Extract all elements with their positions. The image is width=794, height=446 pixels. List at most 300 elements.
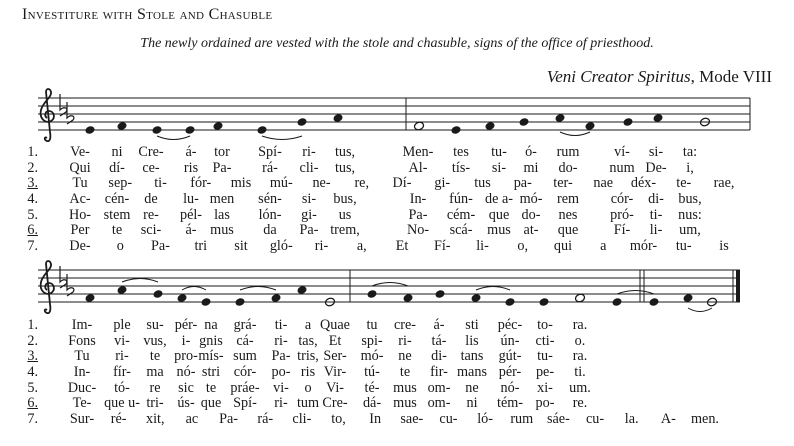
note-head [234,297,245,307]
lyric-syllable: om- [427,379,451,396]
lyric-syllable: stem [103,206,131,223]
lyric-syllable: tu- [537,348,553,365]
verse-line [14,381,794,397]
lyric-syllable: na [204,317,218,333]
slur [122,279,158,283]
lyric-syllable: a, [356,238,367,255]
final-barline-thick [736,270,740,302]
lyric-syllable: fún- [449,191,473,208]
verse-number: 4. [27,364,38,381]
lyric-syllable: Qui [69,159,91,176]
lyric-syllable: ús- [177,395,195,412]
lyric-syllable: á- [185,144,197,160]
lyric-syllable: Per [70,222,90,239]
lyric-syllable: Spí- [233,395,257,412]
verse-line [14,239,794,255]
lyric-syllable: lu- [183,191,199,208]
note-head [652,113,663,123]
lyric-syllable: In- [409,191,427,208]
lyric-syllable: re, [354,175,370,192]
lyric-syllable: li- [649,222,663,239]
note-head [574,293,585,303]
lyric-syllable: Tu [72,175,88,192]
lyric-syllable: Fons [68,332,96,349]
lyric-syllable: o. [574,332,586,349]
lyric-syllable: pél- [179,206,203,223]
lyric-syllable: mus [393,395,417,412]
lyric-syllable: qui [553,238,573,255]
lyric-syllable: mi [523,159,539,176]
verse-number: 3. [27,348,38,365]
lyric-syllable: práe- [230,379,260,396]
verse-line [14,161,794,177]
lyric-syllable: Pa- [408,206,428,223]
lyric-syllable: nus: [678,206,702,223]
lyric-syllable: po- [271,364,291,381]
lyric-syllable: tém- [497,395,523,412]
verse-line [14,396,794,412]
note-head [151,125,162,135]
slur [372,283,408,287]
lyric-syllable: re- [143,206,159,223]
lyric-syllable: rem [556,191,580,208]
note-head [504,297,515,307]
lyric-syllable: um. [569,379,591,396]
note-head [176,293,187,303]
lyric-syllable: at- [523,222,539,239]
lyric-syllable: pér- [498,364,522,381]
lyric-syllable: grá- [233,317,257,333]
lyric-syllable: té- [364,379,380,396]
lyric-syllable: xit, [146,411,165,428]
lyric-syllable: to, [331,411,346,428]
lyric-syllable: Vir- [323,364,347,381]
note-head [116,285,127,295]
lyric-syllable: Quae [320,317,350,333]
lyric-syllable: la. [624,411,639,428]
lyric-syllable: tas, [298,332,318,349]
lyric-syllable: ti. [574,364,586,381]
note-head [538,297,549,307]
verse-line [14,192,794,208]
lyric-syllable: De- [645,159,667,176]
lyric-syllable: bus, [678,191,702,208]
lyric-syllable: te [205,379,217,396]
lyric-syllable: nó- [176,364,196,381]
lyric-syllable: mís- [198,348,224,365]
key-signature-flat [60,94,74,124]
verse-line [14,412,794,428]
lyric-syllable: gút- [498,348,522,365]
lyric-syllable: um, [679,222,701,239]
lyric-syllable: xi- [537,379,553,396]
lyric-syllable: ne [465,379,479,396]
lyric-syllable: si- [301,191,317,208]
lyric-syllable: sci- [140,222,162,239]
verse-number: 5. [27,379,38,396]
lyric-syllable: ni [466,395,478,412]
lyric-syllable: ún- [500,332,520,349]
lyric-syllable: tu- [675,238,692,255]
lyric-syllable: fir- [430,364,448,381]
lyric-syllable: pro- [174,348,198,365]
lyric-syllable: cre- [393,317,417,333]
lyric-syllable: lón- [258,206,282,223]
note-head [402,293,413,303]
note-head [648,297,659,307]
lyric-syllable: No- [406,222,430,239]
lyric-syllable: ma [146,364,164,381]
lyric-syllable: de [144,191,158,208]
lyric-syllable: Pa- [151,238,170,255]
verse-number: 2. [27,332,38,349]
verse-number: 1. [27,144,38,160]
verse-line [14,365,794,381]
lyric-syllable: te [149,348,161,365]
lyric-syllable: om- [427,395,451,412]
lyric-syllable: te [111,222,123,239]
lyric-syllable: ri- [302,144,316,160]
verse-line [14,208,794,224]
verses-system-2 [14,318,794,428]
lyric-syllable: ris [300,364,316,381]
lyric-syllable: A- [660,411,676,428]
lyric-syllable: mó- [360,348,384,365]
lyric-syllable: tris, [297,348,319,365]
note-head [622,117,633,127]
lyric-syllable: mú- [269,175,293,192]
note-head [296,285,307,295]
lyric-syllable: ri- [274,395,288,412]
note-head [256,125,267,135]
lyric-syllable: Fí- [613,222,631,239]
lyric-syllable: péc- [497,317,523,333]
note-head [200,297,211,307]
lyric-syllable: bus, [333,191,357,208]
lyric-syllable: ló- [477,411,493,428]
staff-system-1 [0,88,794,144]
lyric-syllable: ris [183,159,199,176]
note-head [332,113,343,123]
lyric-syllable: men [209,191,235,208]
lyric-syllable: gnis [199,332,223,349]
lyric-syllable: si- [648,144,664,160]
lyric-syllable: Men- [402,144,434,160]
lyric-syllable: ra. [572,317,588,333]
lyric-syllable: cu- [585,411,605,428]
lyric-syllable: cén- [104,191,130,208]
verses-system-1 [14,145,794,255]
lyric-syllable: que [200,395,222,412]
hymn-name: Veni Creator Spiritus [546,67,691,86]
verse-line [14,349,794,365]
lyric-syllable: ri- [115,348,129,365]
staff-system-2 [0,260,794,316]
lyric-syllable: scá- [449,222,473,239]
lyric-syllable: Cre- [322,395,348,412]
lyric-syllable: is [719,238,729,255]
lyric-syllable: rum [510,411,534,428]
slur [182,287,206,291]
lyric-syllable: déx- [630,175,657,192]
lyric-syllable: Te- [72,395,92,412]
lyric-syllable: tá- [431,332,447,349]
lyric-syllable: á- [433,317,445,333]
lyric-syllable: ne [398,348,412,365]
lyric-syllable: tri [194,238,208,255]
lyric-syllable: pró- [610,206,634,223]
lyric-syllable: Pa- [271,348,291,365]
lyric-syllable: vus, [143,332,167,349]
lyric-syllable: cu- [439,411,458,428]
lyric-syllable: te [399,364,411,381]
note-head [152,289,163,299]
lyric-syllable: mór- [629,238,658,255]
lyric-syllable: a [304,317,312,333]
lyric-syllable: si- [491,159,507,176]
lyric-syllable: tus, [334,159,356,176]
treble-clef [41,89,54,141]
note-head [413,121,424,131]
lyric-syllable: ri- [314,238,329,255]
lyric-syllable: di- [431,348,447,365]
lyric-syllable: pér- [174,317,198,333]
lyric-syllable: Tu [74,348,90,365]
lyric-syllable: cém- [446,206,476,223]
lyric-syllable: mis [230,175,252,192]
hymn-attribution [547,67,772,87]
lyric-syllable: cti- [535,332,555,349]
lyric-syllable: las [214,206,230,223]
slur [157,136,190,140]
staff-lines [38,98,750,130]
lyric-syllable: Ac- [69,191,91,208]
lyric-syllable: sum [233,348,257,365]
lyric-syllable: Dí- [392,175,412,192]
lyric-syllable: ti- [649,206,663,223]
lyric-syllable: nae [593,175,614,192]
lyric-syllable: tus, [334,144,356,160]
slur [688,308,712,312]
note-head [184,125,195,135]
lyric-syllable: spi- [361,332,383,349]
lyric-syllable: rá- [262,159,278,176]
verse-line [14,176,794,192]
lyric-syllable: di- [648,191,664,208]
verse-number: 7. [27,238,38,255]
lyric-syllable: ri- [274,332,288,349]
lyric-syllable: vi- [114,332,130,349]
lyric-syllable: Al- [408,159,428,176]
verse-number: 5. [27,206,38,223]
lyric-syllable: ra. [572,348,588,365]
slur [476,287,510,291]
verse-number: 4. [27,191,38,208]
lyric-syllable: stri [201,364,221,381]
lyric-syllable: da [263,222,277,239]
lyric-syllable: su- [146,317,164,333]
lyric-syllable: que u- [104,395,140,412]
lyric-syllable: Ve- [70,144,90,160]
lyric-syllable: tus [474,175,491,192]
lyric-syllable: mó- [519,191,543,208]
hymn-mode: , Mode VIII [690,67,772,86]
lyric-syllable: a [600,238,607,255]
lyric-syllable: trem, [330,222,360,239]
slur [240,287,276,291]
lyric-syllable: o [304,379,312,396]
lyric-syllable: Ho- [68,206,92,223]
staff-lines [38,270,740,302]
lyric-syllable: cli- [299,159,319,176]
verse-line [14,223,794,239]
lyric-syllable: do- [558,159,578,176]
lyric-syllable: ce- [142,159,160,176]
lyric-syllable: tes [453,144,469,160]
lyric-syllable: gi- [434,175,451,192]
lyric-syllable: ni [111,144,123,160]
note-head [116,121,127,131]
lyric-syllable: tó- [114,379,130,396]
slur [560,132,590,136]
lyric-syllable: rae, [713,175,735,192]
lyric-syllable: ne- [312,175,331,192]
note-head [450,125,461,135]
lyric-syllable: Im- [71,317,93,333]
note-head [554,113,565,123]
lyric-syllable: re. [572,395,588,412]
lyric-syllable: ta: [682,144,698,160]
key-signature-flat [60,266,74,296]
verse-number: 6. [27,222,38,239]
lyric-syllable: nes [558,206,578,223]
lyric-syllable: que [488,206,510,223]
lyric-syllable: do- [521,206,541,223]
verse-number: 6. [27,395,38,412]
lyric-syllable: cór- [610,191,634,208]
lyric-syllable: men. [691,411,719,428]
lyric-syllable: fór- [190,175,212,192]
lyric-syllable: Et [328,332,342,349]
lyric-syllable: pe- [535,364,555,381]
lyric-syllable: dá- [362,395,382,412]
lyric-syllable: gló- [269,238,293,255]
lyric-syllable: li- [476,238,489,255]
lyric-syllable: ré- [110,411,127,428]
lyric-syllable: ví- [614,144,630,160]
note-head [434,289,445,299]
lyric-syllable: sae- [400,411,424,428]
lyric-syllable: Pa- [212,159,232,176]
slur [262,136,302,140]
note-head [296,117,307,127]
lyric-syllable: tri- [146,395,164,412]
lyric-syllable: sáe- [546,411,570,428]
note-head [584,121,595,131]
lyric-syllable: tu- [491,144,507,160]
verse-line [14,145,794,161]
lyric-syllable: po- [535,395,555,412]
lyric-syllable: sit [234,238,248,255]
lyric-syllable: us [338,206,352,223]
lyric-syllable: Pa- [299,222,319,239]
note-head [484,121,495,131]
lyric-syllable: i- [181,332,191,349]
note-head [84,293,95,303]
lyric-syllable: Fí- [433,238,451,255]
verse-number: 3. [27,175,38,192]
lyric-syllable: vi- [273,379,289,396]
lyric-syllable: ti- [274,317,288,333]
section-heading: Investiture with Stole and Chasuble [22,6,273,23]
lyric-syllable: á- [185,222,197,239]
lyric-syllable: rum [556,144,580,160]
note-head [84,125,95,135]
lyric-syllable: ac [185,411,199,428]
lyric-syllable: te- [676,175,692,192]
lyric-syllable: Ser- [323,348,347,365]
verse-number: 7. [27,411,38,428]
lyric-syllable: cá- [236,332,254,349]
lyric-syllable: sti [465,317,479,333]
lyric-syllable: mus [487,222,511,239]
lyric-syllable: mus [210,222,234,239]
lyric-syllable: tu [366,317,378,333]
lyric-syllable: pa- [513,175,532,192]
verse-number: 2. [27,159,38,176]
lyric-syllable: re [149,379,161,396]
lyric-syllable: lis [465,332,479,349]
lyric-syllable: cli- [292,411,312,428]
lyric-syllable: i, [686,159,694,176]
lyric-syllable: Spí- [258,144,282,160]
lyric-syllable: to- [537,317,553,333]
lyric-syllable: Sur- [69,411,95,428]
note-head [611,297,622,307]
lyric-syllable: Cre- [138,144,164,160]
lyric-syllable: ó- [525,144,537,160]
note-head [366,289,377,299]
note-head [212,121,223,131]
lyric-syllable: o, [517,238,529,255]
lyric-syllable: In- [73,364,91,381]
lyric-syllable: Et [395,238,409,255]
lyric-syllable: nó- [500,379,520,396]
lyric-syllable: ter- [553,175,573,192]
lyric-syllable: Pa- [219,411,239,428]
note-head [518,117,529,127]
verse-number: 1. [27,317,38,333]
lyric-syllable: sep- [108,175,133,192]
lyric-syllable: tans [460,348,484,365]
lyric-syllable: num [609,159,635,176]
lyric-syllable: tum [296,395,320,412]
verse-line [14,318,794,334]
note-head [682,293,693,303]
lyric-syllable: que [557,222,579,239]
note-head [270,293,281,303]
lyric-syllable: tor [214,144,230,160]
lyric-syllable: de a- [485,191,513,208]
lyric-syllable: ri- [398,332,412,349]
rubric-subtitle: The newly ordained are vested with the stole and chasuble, signs of the office of priesthood. [140,36,654,51]
lyric-syllable: ti- [154,175,167,192]
lyric-syllable: fír- [113,364,131,381]
lyric-syllable: Duc- [67,379,97,396]
lyric-syllable: mans [457,364,487,381]
lyric-syllable: sén- [258,191,282,208]
lyric-syllable: ple [113,317,131,333]
